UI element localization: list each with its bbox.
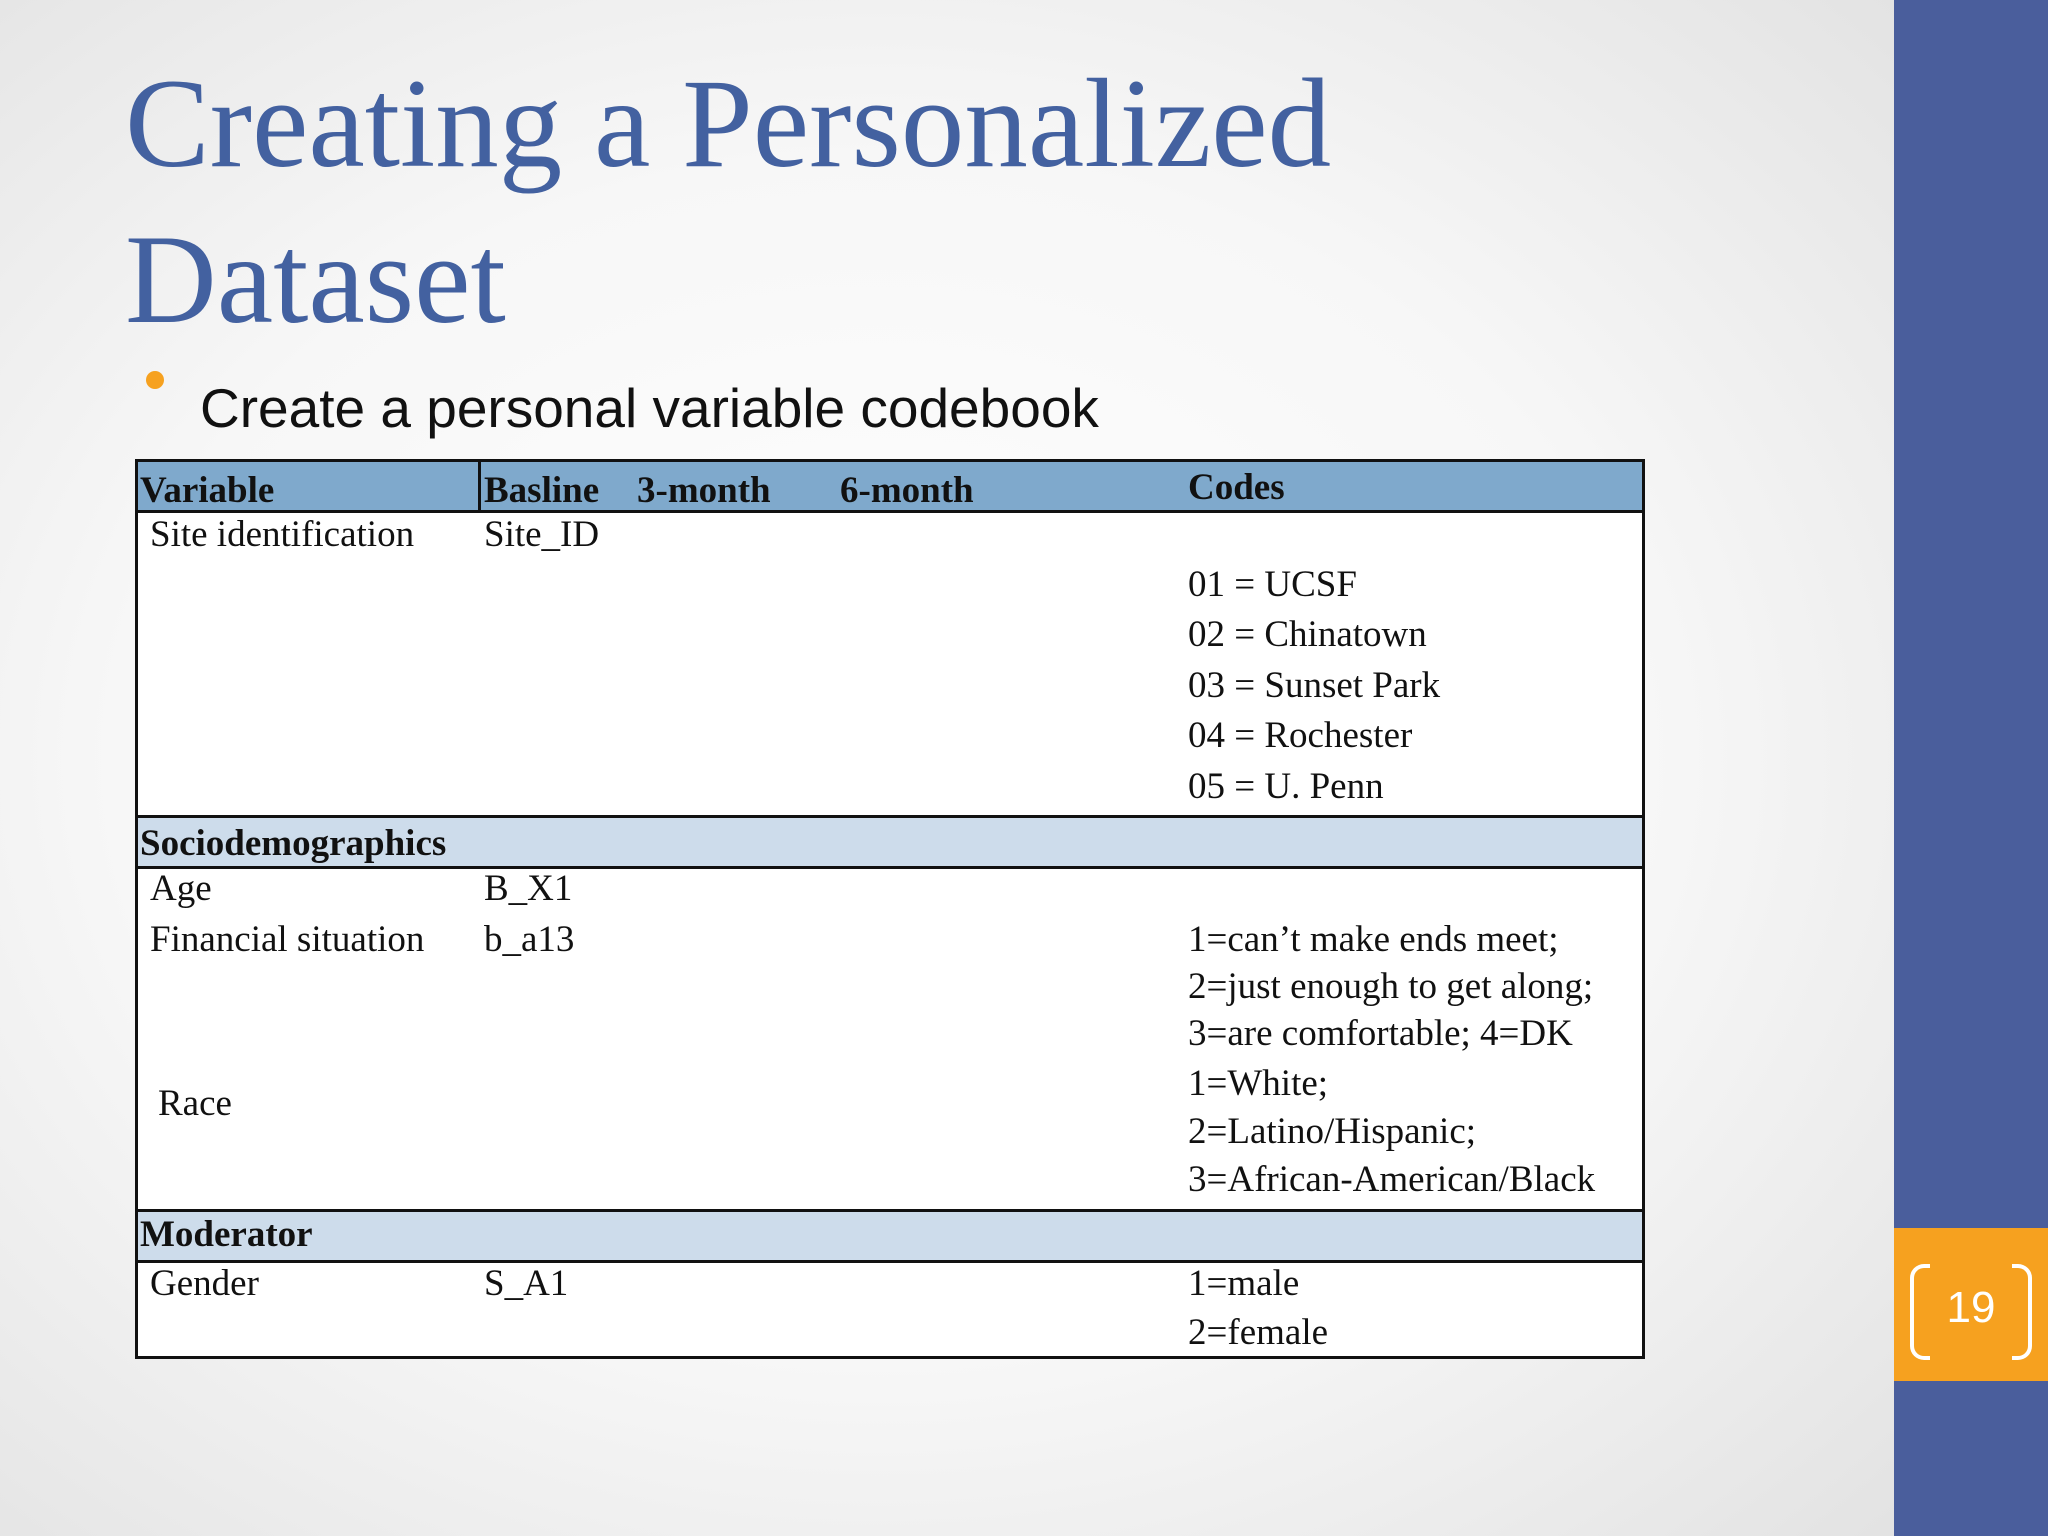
race-code-2: 2=Latino/Hispanic; (1188, 1111, 1477, 1152)
right-bracket-icon (2012, 1264, 2032, 1360)
bullet-dot-icon (146, 371, 164, 389)
header-3-month: 3-month (637, 470, 771, 511)
age-variable-label: Age (150, 868, 212, 909)
financial-code-2: 2=just enough to get along; (1188, 966, 1594, 1007)
financial-code-1: 1=can’t make ends meet; (1188, 919, 1559, 960)
header-variable: Variable (140, 470, 275, 511)
codebook-table (135, 459, 1645, 1359)
age-baseline-code: B_X1 (484, 868, 573, 909)
site-code-4: 04 = Rochester (1188, 715, 1413, 756)
slide-title-line-1: Creating a Personalized (125, 54, 1332, 194)
header-baseline: Basline (484, 470, 600, 511)
gender-variable-label: Gender (150, 1263, 259, 1304)
financial-variable-label: Financial situation (150, 919, 425, 960)
financial-code-3: 3=are comfortable; 4=DK (1188, 1013, 1573, 1054)
gender-code-2: 2=female (1188, 1312, 1329, 1353)
slide-title (125, 46, 1825, 358)
race-code-3: 3=African-American/Black (1188, 1159, 1596, 1200)
race-code-1: 1=White; (1188, 1063, 1329, 1104)
divider (138, 1260, 1642, 1263)
gender-code-1: 1=male (1188, 1263, 1300, 1304)
header-6-month: 6-month (840, 470, 974, 511)
header-column-divider (478, 462, 481, 512)
site-variable-label: Site identification (150, 514, 415, 555)
section-moderator: Moderator (140, 1214, 313, 1255)
slide-title-line-2: Dataset (125, 210, 506, 350)
bullet-text: Create a personal variable codebook (200, 377, 1099, 439)
site-code-3: 03 = Sunset Park (1188, 665, 1441, 706)
header-codes: Codes (1188, 467, 1285, 508)
site-code-1: 01 = UCSF (1188, 564, 1357, 605)
section-sociodemographics: Sociodemographics (140, 823, 447, 864)
page-number: 19 (1946, 1283, 1996, 1332)
race-variable-label: Race (158, 1083, 232, 1124)
left-bracket-icon (1910, 1264, 1930, 1360)
site-baseline-code: Site_ID (484, 514, 600, 555)
section-band-moderator (138, 1212, 1642, 1260)
financial-baseline-code: b_a13 (484, 919, 575, 960)
divider (138, 866, 1642, 869)
site-code-5: 05 = U. Penn (1188, 766, 1384, 807)
gender-baseline-code: S_A1 (484, 1263, 569, 1304)
site-code-2: 02 = Chinatown (1188, 614, 1427, 655)
